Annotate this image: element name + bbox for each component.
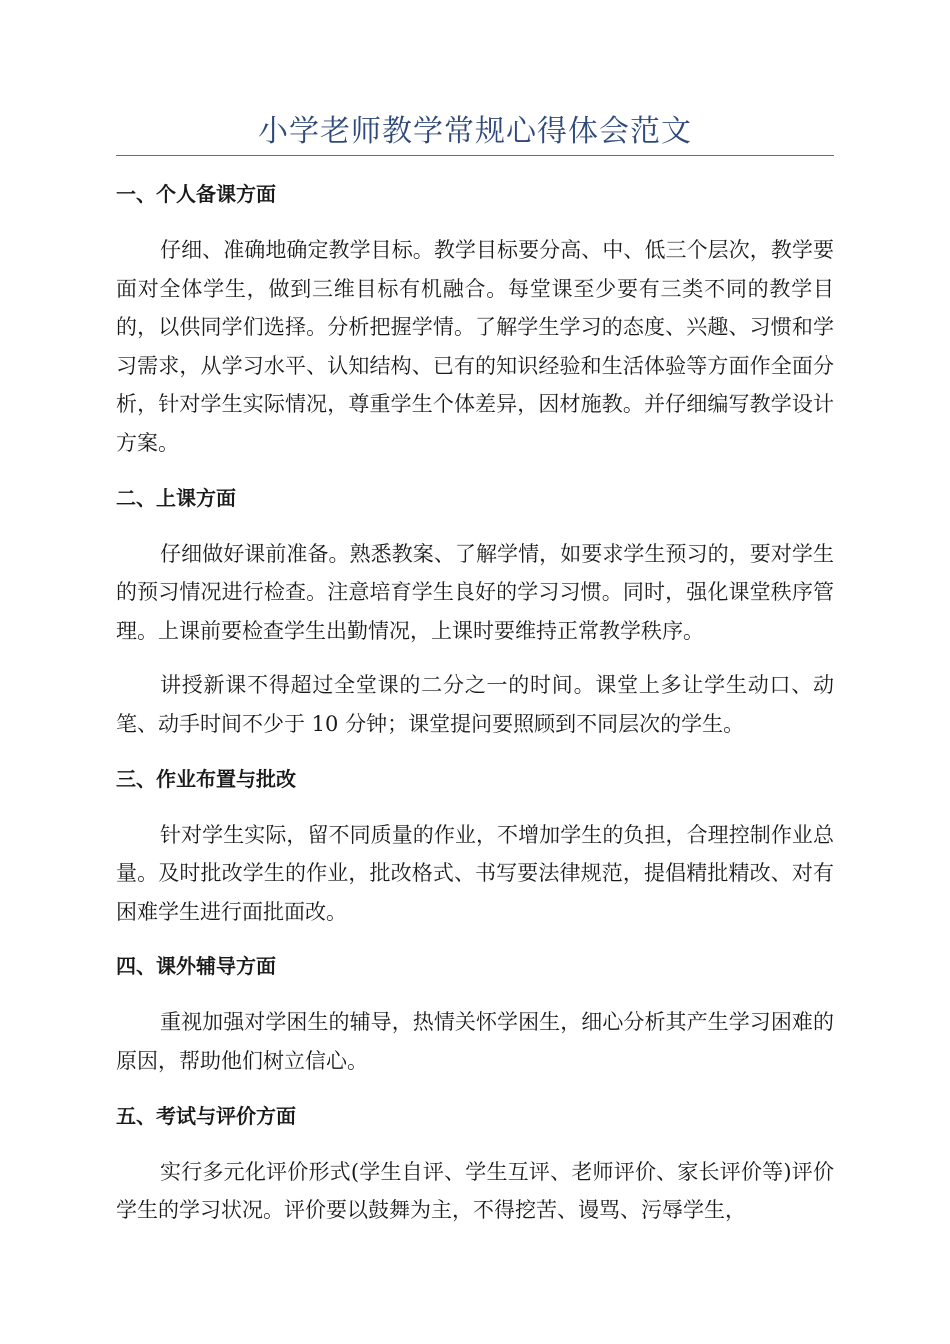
paragraph: 重视加强对学困生的辅导，热情关怀学困生，细心分析其产生学习困难的原因，帮助他们树立信心。	[116, 1010, 834, 1073]
paragraph: 仔细、准确地确定教学目标。教学目标要分高、中、低三个层次，教学要面对全体学生，做到三维目标有机融合。每堂课至少要有三类不同的教学目的，以供同学们选择。分析把握学情。了解学生学习的态度、兴趣、习惯和学习需求，从学习水平、认知结构、已有的知识经验和生活体验等方面作全面分析，针对学生实际情况，尊重学生个体差异，因材施教。并仔细编写教学设计方案。	[116, 238, 834, 455]
section-heading: 一、个人备课方面	[116, 182, 276, 206]
paragraph: 实行多元化评价形式(学生自评、学生互评、老师评价、家长评价等)评价学生的学习状况。评价要以鼓舞为主，不得挖苦、谩骂、污辱学生，	[116, 1159, 834, 1223]
paragraph: 仔细做好课前准备。熟悉教案、了解学情，如要求学生预习的，要对学生的预习情况进行检查。注意培育学生良好的学习习惯。同时，强化课堂秩序管理。上课前要检查学生出勤情况，上课时要维持正常教学秩序。	[116, 541, 834, 643]
section-1	[116, 175, 834, 463]
section-heading: 四、课外辅导方面	[116, 954, 276, 979]
paragraph: 针对学生实际，留不同质量的作业，不增加学生的负担，合理控制作业总量。及时批改学生的作业，批改格式、书写要法律规范，提倡精批精改、对有困难学生进行面批面改。	[116, 822, 834, 924]
document-body	[116, 175, 834, 1246]
section-3	[116, 760, 834, 932]
section-heading: 三、作业布置与批改	[116, 766, 296, 791]
section-heading: 五、考试与评价方面	[116, 1103, 296, 1128]
section-heading: 二、上课方面	[116, 485, 236, 510]
paragraph: 讲授新课不得超过全堂课的二分之一的时间。课堂上多让学生动口、动笔、动手时间不少于 10 分钟；课堂提问要照顾到不同层次的学生。	[116, 673, 834, 736]
title-underline	[116, 155, 834, 156]
section-5	[116, 1097, 834, 1230]
section-2	[116, 479, 834, 744]
document-title: 小学老师教学常规心得体会范文	[258, 114, 692, 149]
section-4	[116, 947, 834, 1080]
